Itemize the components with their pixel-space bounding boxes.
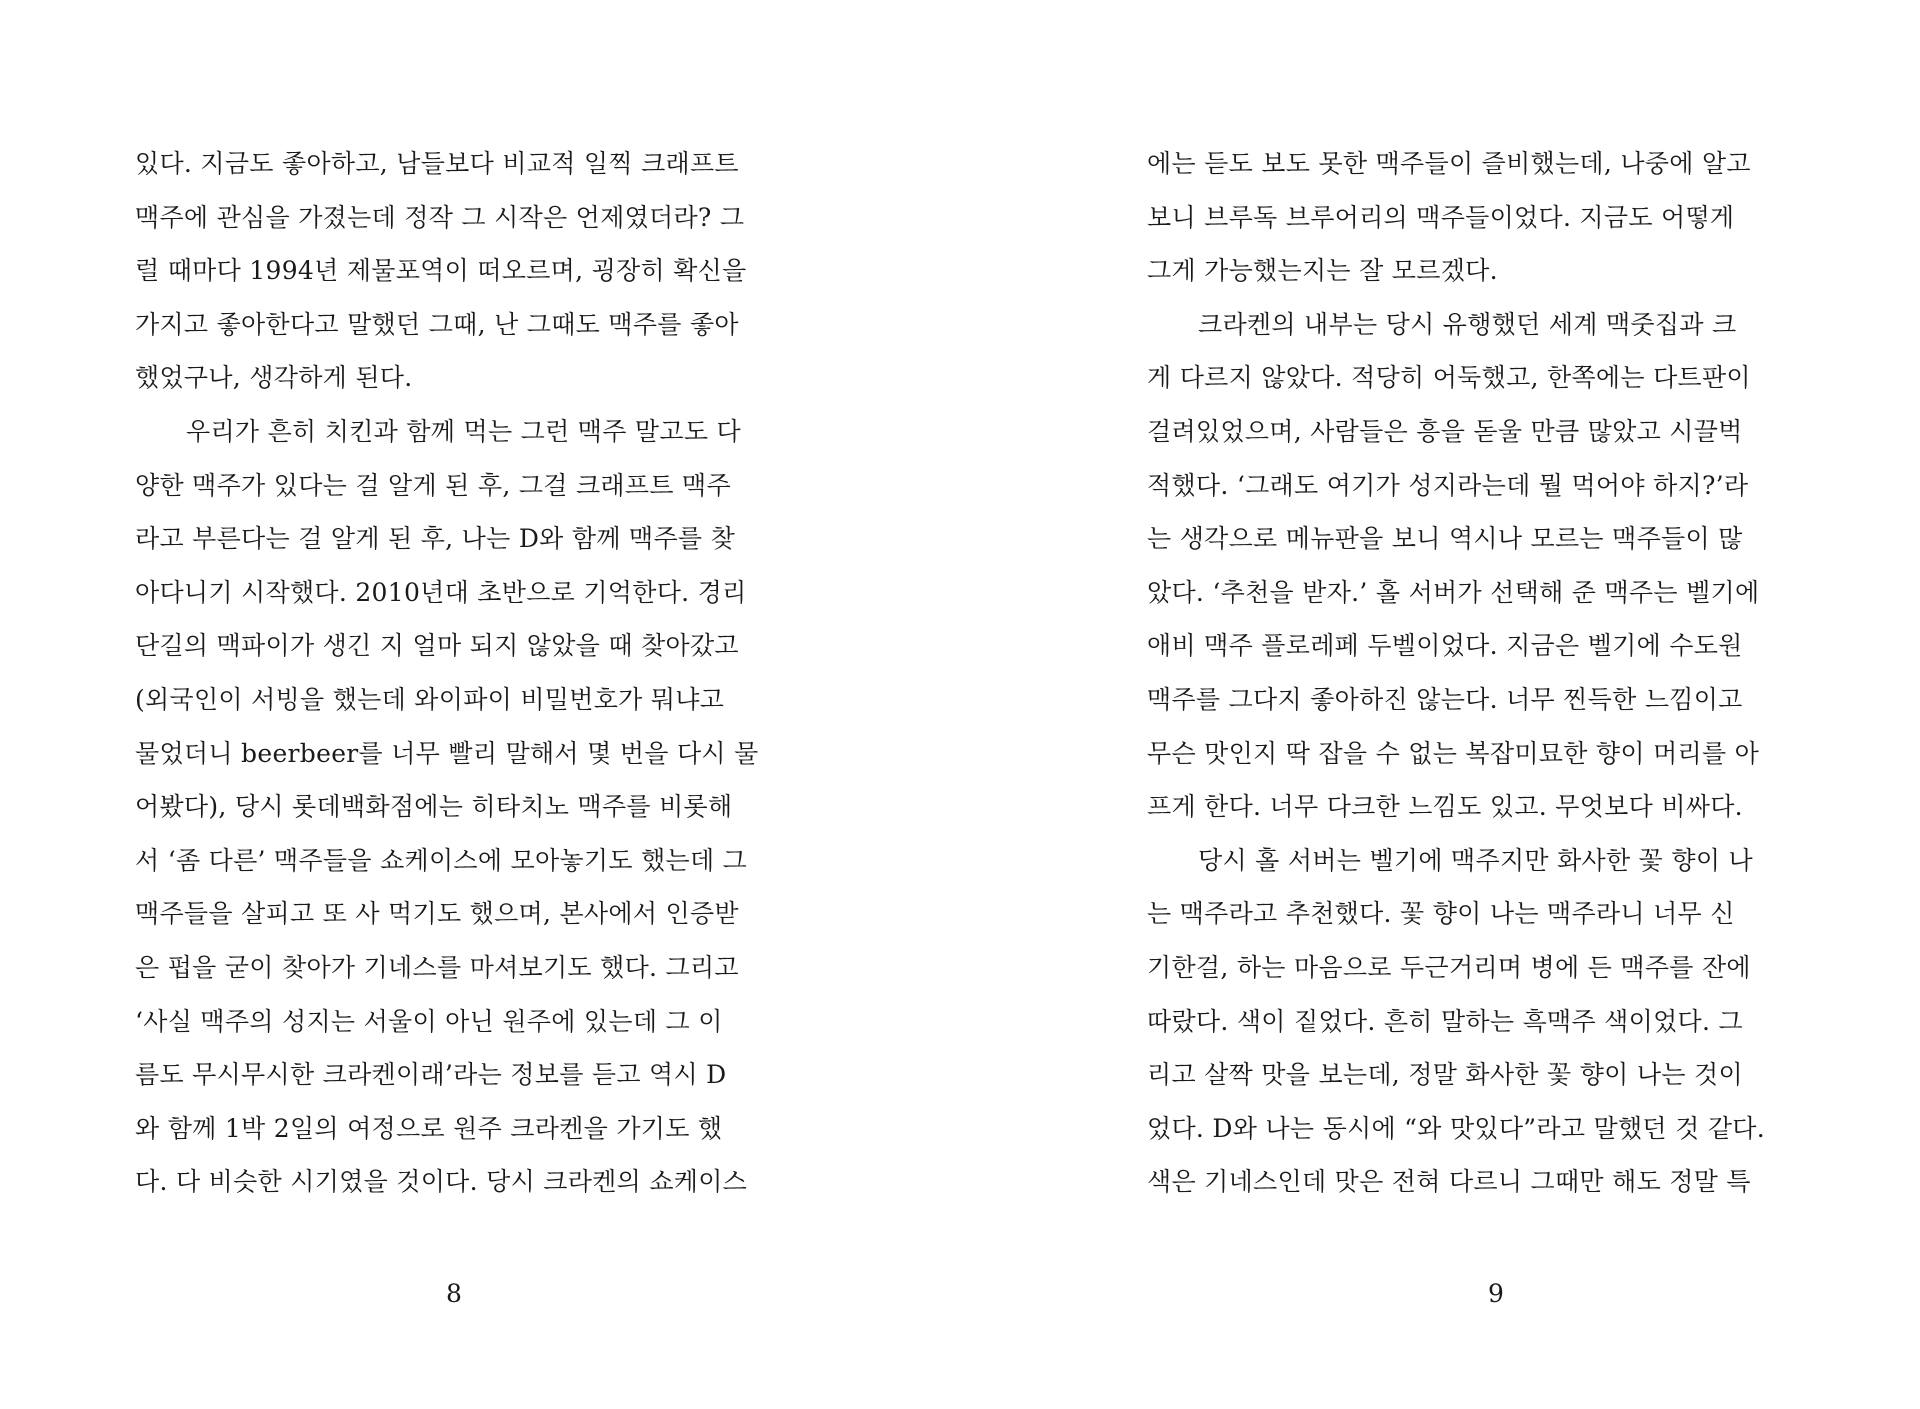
paragraph-start-line: 크라켄의 내부는 당시 유행했던 세계 맥줏집과 크 — [1198, 309, 1737, 339]
body-line: 어봤다), 당시 롯데백화점에는 히타치노 맥주를 비롯해 — [135, 792, 733, 822]
body-line: 있다. 지금도 좋아하고, 남들보다 비교적 일찍 크래프트 — [135, 149, 739, 178]
body-line: 다. 다 비슷한 시기였을 것이다. 당시 크라켄의 쇼케이스 — [135, 1167, 748, 1197]
left-page-body — [135, 137, 773, 1209]
body-line: 는 생각으로 메뉴판을 보니 역시나 모르는 맥주들이 많 — [1147, 524, 1743, 554]
body-line: 양한 맥주가 있다는 걸 알게 된 후, 그걸 크래프트 맥주 — [135, 470, 731, 500]
body-line: 단길의 맥파이가 생긴 지 얼마 되지 않았을 때 찾아갔고 — [135, 631, 739, 661]
page-number: 8 — [446, 1279, 462, 1308]
body-line: 기한걸, 하는 마음으로 두근거리며 병에 든 맥주를 잔에 — [1147, 952, 1751, 982]
body-line: 었다. D와 나는 동시에 “와 맛있다”라고 말했던 것 같다. — [1147, 1113, 1765, 1143]
body-line: 맥주들을 살피고 또 사 먹기도 했으며, 본사에서 인증받 — [135, 899, 739, 929]
body-line: 서 ‘좀 다른’ 맥주들을 쇼케이스에 모아놓기도 했는데 그 — [135, 845, 748, 875]
body-line: 름도 무시무시한 크라켄이래’라는 정보를 듣고 역시 D — [135, 1060, 727, 1090]
page-number: 9 — [1488, 1279, 1504, 1308]
body-line: (외국인이 서빙을 했는데 와이파이 비밀번호가 뭐냐고 — [135, 684, 725, 714]
body-line: 무슨 맛인지 딱 잡을 수 없는 복잡미묘한 향이 머리를 아 — [1147, 738, 1760, 768]
body-line: 럴 때마다 1994년 제물포역이 떠오르며, 굉장히 확신을 — [135, 256, 747, 286]
body-line: 가지고 좋아한다고 말했던 그때, 난 그때도 맥주를 좋아 — [135, 309, 739, 339]
paragraph-start-line: 당시 홀 서버는 벨기에 맥주지만 화사한 꽃 향이 나 — [1198, 845, 1753, 875]
body-line: 와 함께 1박 2일의 여정으로 원주 크라켄을 가기도 했 — [135, 1113, 723, 1143]
body-line: 그게 가능했는지는 잘 모르겠다. — [1147, 256, 1498, 286]
paragraph-start-line: 우리가 흔히 치킨과 함께 먹는 그런 맥주 말고도 다 — [186, 416, 741, 446]
body-line: 는 맥주라고 추천했다. 꽃 향이 나는 맥주라니 너무 신 — [1147, 899, 1735, 929]
body-line: 리고 살짝 맛을 보는데, 정말 화사한 꽃 향이 나는 것이 — [1147, 1060, 1743, 1090]
body-line: 았다. ‘추천을 받자.’ 홀 서버가 선택해 준 맥주는 벨기에 — [1147, 577, 1760, 607]
body-line: 에는 듣도 보도 못한 맥주들이 즐비했는데, 나중에 알고 — [1147, 149, 1751, 178]
body-line: 색은 기네스인데 맛은 전혀 다르니 그때만 해도 정말 특 — [1147, 1167, 1751, 1197]
right-page — [960, 0, 1920, 1409]
body-line: 보니 브루독 브루어리의 맥주들이었다. 지금도 어떻게 — [1147, 202, 1735, 232]
body-line: 맥주를 그다지 좋아하진 않는다. 너무 찐득한 느낌이고 — [1147, 684, 1743, 714]
body-line: 따랐다. 색이 짙었다. 흔히 말하는 흑맥주 색이었다. 그 — [1147, 1006, 1743, 1036]
body-line: 라고 부른다는 걸 알게 된 후, 나는 D와 함께 맥주를 찾 — [135, 524, 736, 554]
body-line: 아다니기 시작했다. 2010년대 초반으로 기억한다. 경리 — [135, 577, 747, 607]
body-line: 맥주에 관심을 가졌는데 정작 그 시작은 언제였더라? 그 — [135, 202, 745, 232]
body-line: 적했다. ‘그래도 여기가 성지라는데 뭘 먹어야 하지?’라 — [1147, 470, 1749, 500]
right-page-body — [1147, 137, 1785, 1209]
body-line: 게 다르지 않았다. 적당히 어둑했고, 한쪽에는 다트판이 — [1147, 363, 1751, 393]
body-line: 걸려있었으며, 사람들은 흥을 돋울 만큼 많았고 시끌벅 — [1147, 416, 1743, 446]
body-line: 물었더니 beerbeer를 너무 빨리 말해서 몇 번을 다시 물 — [135, 738, 759, 768]
body-line: 프게 한다. 너무 다크한 느낌도 있고. 무엇보다 비싸다. — [1147, 792, 1743, 822]
body-line: 은 펍을 굳이 찾아가 기네스를 마셔보기도 했다. 그리고 — [135, 952, 739, 982]
body-line: 애비 맥주 플로레페 두벨이었다. 지금은 벨기에 수도원 — [1147, 631, 1743, 661]
body-line: 했었구나, 생각하게 된다. — [135, 363, 413, 393]
body-line: ‘사실 맥주의 성지는 서울이 아닌 원주에 있는데 그 이 — [135, 1006, 723, 1036]
